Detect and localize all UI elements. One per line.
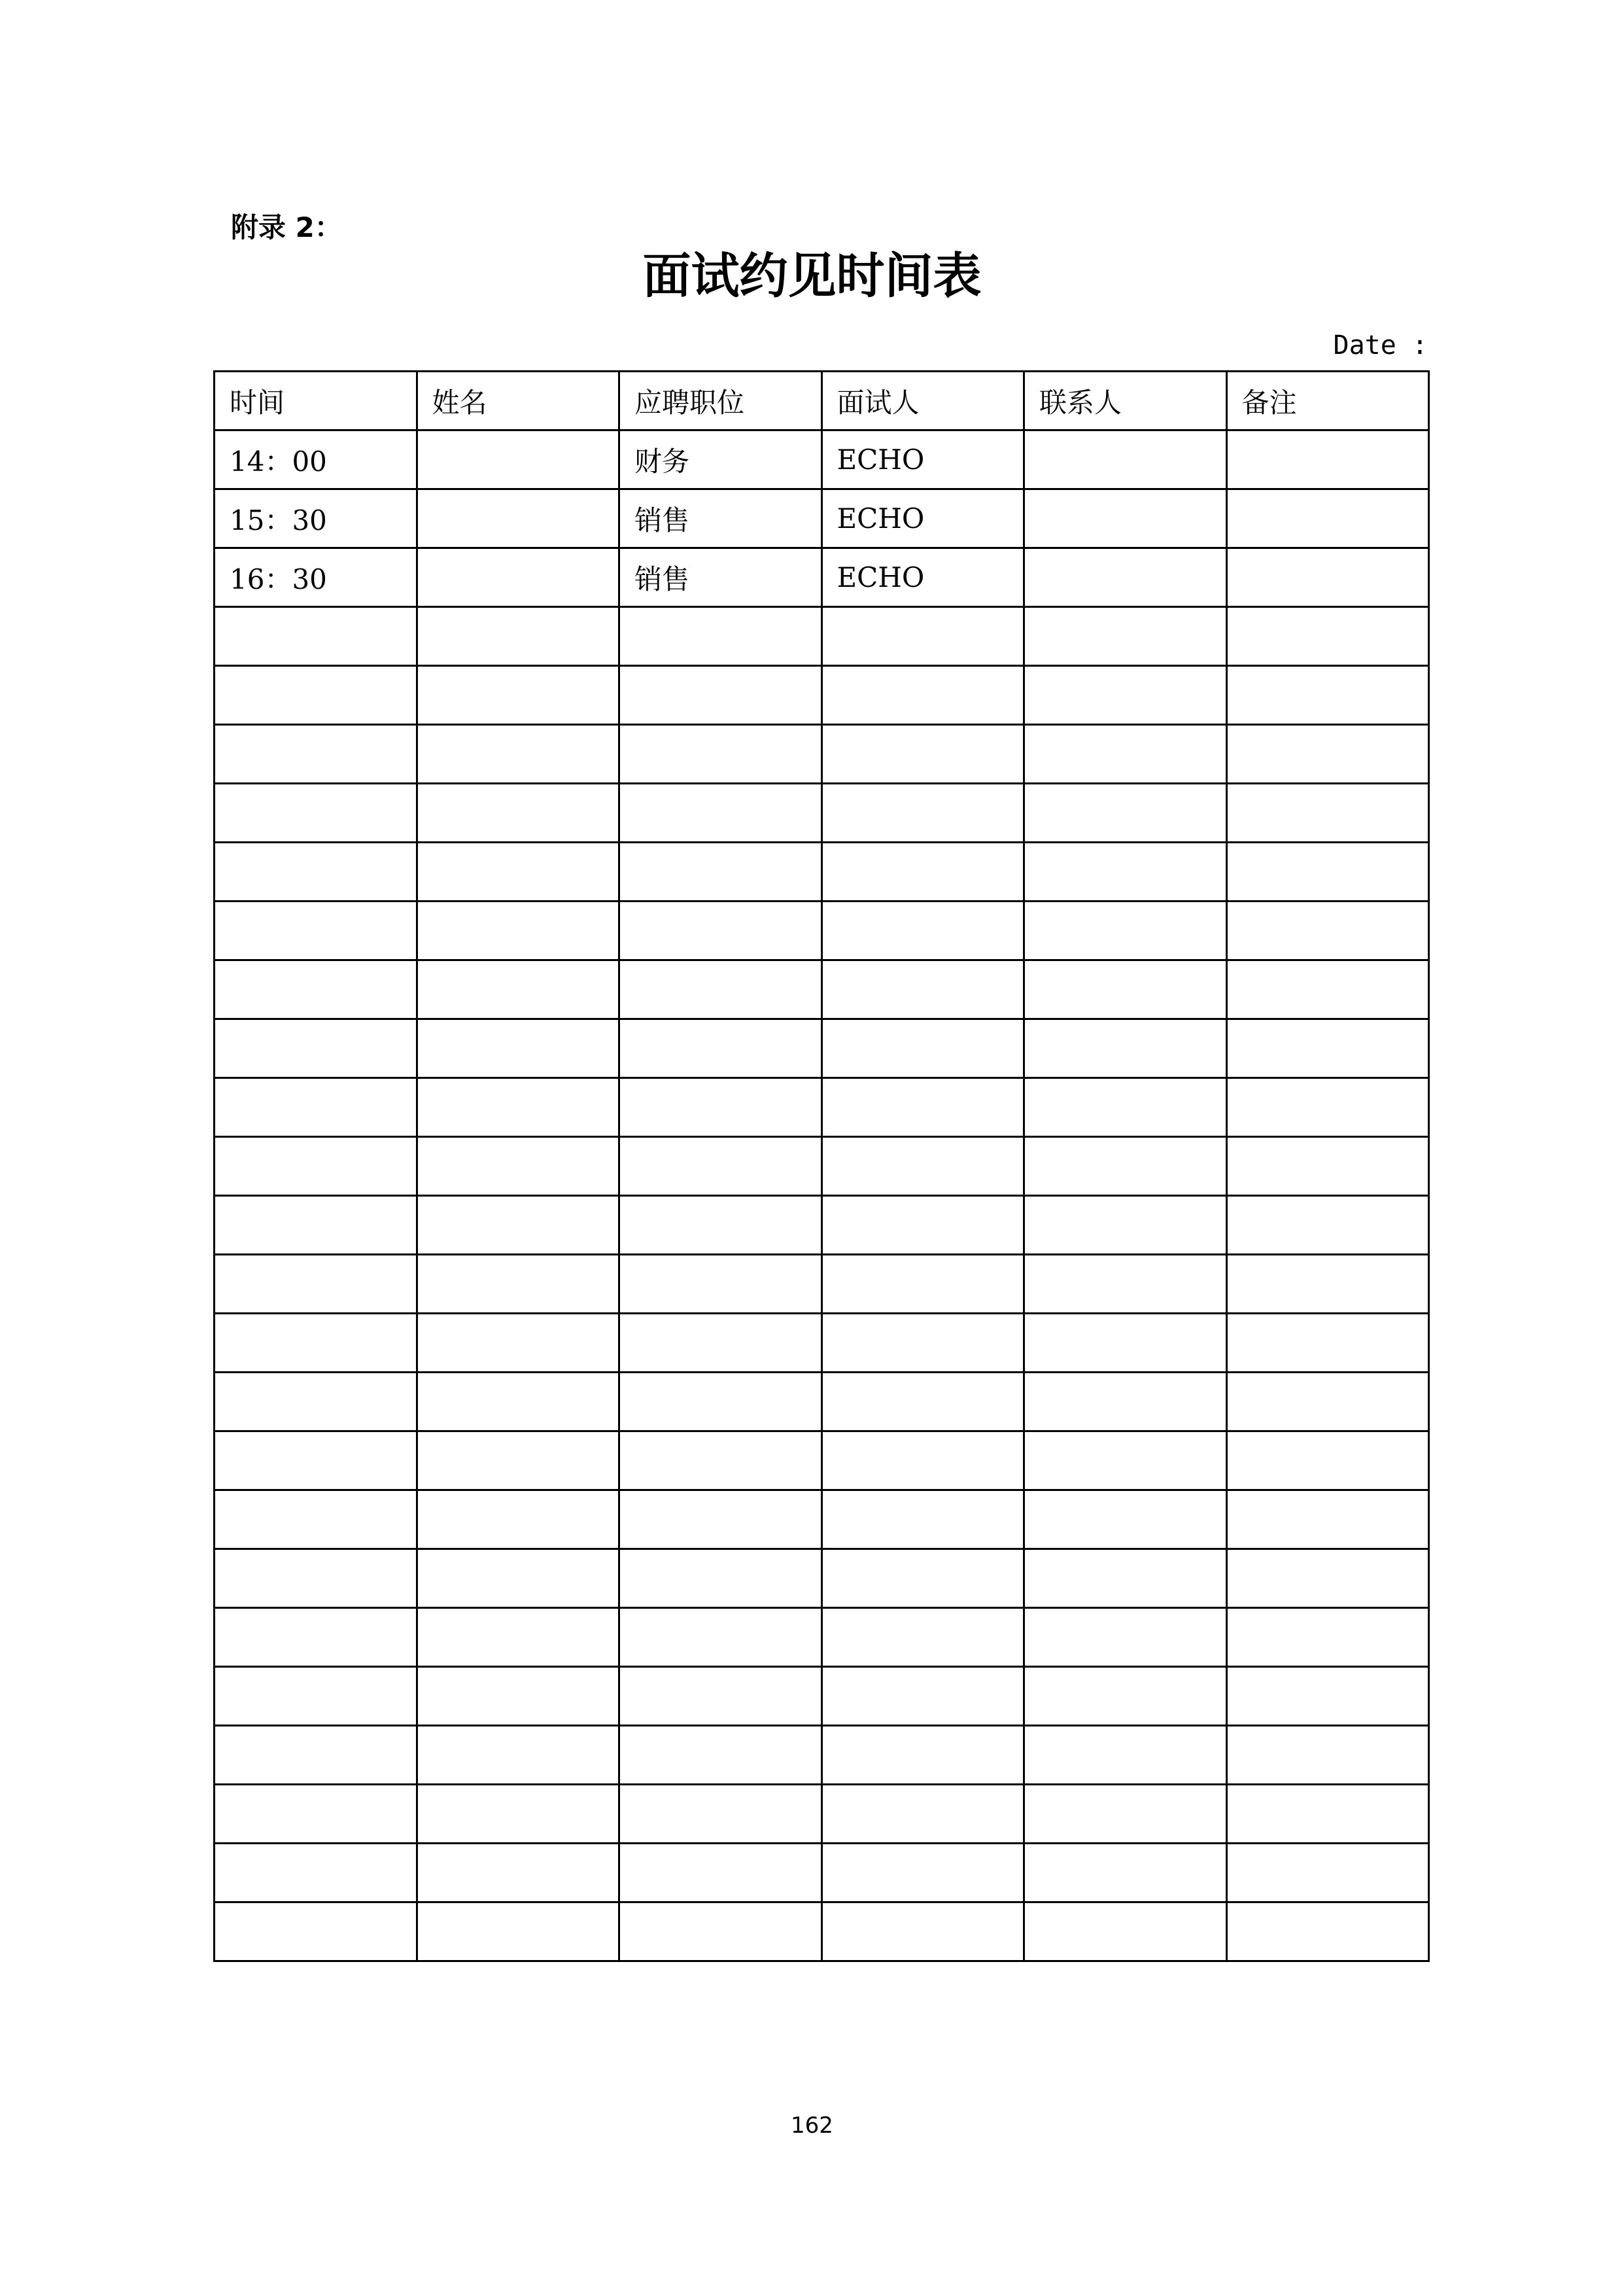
cell-time: [215, 1431, 417, 1490]
cell-name: [417, 1726, 619, 1785]
cell-name: [417, 1019, 619, 1078]
cell-time: [215, 1137, 417, 1196]
cell-interviewer: [821, 1314, 1024, 1373]
cell-interviewer: [821, 1667, 1024, 1726]
cell-contact: [1024, 1196, 1227, 1255]
table-row: [215, 960, 1429, 1019]
cell-time: [215, 1373, 417, 1431]
header-row: [215, 372, 1429, 430]
cell-remarks: [1226, 843, 1429, 902]
date-label: Date :: [1333, 330, 1428, 360]
cell-contact: [1024, 902, 1227, 960]
cell-interviewer: [821, 784, 1024, 843]
cell-interviewer: [821, 843, 1024, 902]
cell-name: [417, 1844, 619, 1902]
cell-contact: [1024, 960, 1227, 1019]
cell-contact: [1024, 784, 1227, 843]
cell-time: 16：30: [215, 548, 417, 607]
cell-contact: [1024, 1490, 1227, 1549]
table-row: [215, 607, 1429, 666]
cell-time: [215, 784, 417, 843]
cell-name: [417, 1373, 619, 1431]
cell-position: [619, 607, 822, 666]
table-row: [215, 902, 1429, 960]
cell-position: [619, 1726, 822, 1785]
cell-name: [417, 1431, 619, 1490]
cell-time: [215, 1255, 417, 1314]
table-row: [215, 1844, 1429, 1902]
cell-time: [215, 1019, 417, 1078]
cell-time: [215, 902, 417, 960]
table-header: [215, 372, 1429, 430]
cell-position: [619, 1373, 822, 1431]
cell-name: [417, 1902, 619, 1961]
cell-time: [215, 1844, 417, 1902]
cell-time: [215, 725, 417, 784]
cell-remarks: [1226, 1902, 1429, 1961]
cell-remarks: [1226, 1431, 1429, 1490]
cell-position: 财务: [619, 430, 822, 489]
cell-remarks: [1226, 960, 1429, 1019]
table-row: [215, 1490, 1429, 1549]
cell-remarks: [1226, 666, 1429, 725]
cell-name: [417, 1608, 619, 1667]
table-row: [215, 1196, 1429, 1255]
cell-interviewer: [821, 1196, 1024, 1255]
cell-remarks: [1226, 1785, 1429, 1844]
cell-remarks: [1226, 607, 1429, 666]
cell-position: [619, 1255, 822, 1314]
table-row: [215, 489, 1429, 548]
cell-time: [215, 1902, 417, 1961]
cell-name: [417, 1667, 619, 1726]
header-time: 时间: [215, 372, 417, 430]
cell-contact: [1024, 1549, 1227, 1608]
cell-contact: [1024, 1785, 1227, 1844]
cell-interviewer: [821, 1608, 1024, 1667]
cell-position: [619, 1785, 822, 1844]
cell-position: [619, 1844, 822, 1902]
cell-time: 15：30: [215, 489, 417, 548]
cell-remarks: [1226, 1726, 1429, 1785]
header-remarks: 备注: [1226, 372, 1429, 430]
cell-name: [417, 725, 619, 784]
cell-contact: [1024, 1902, 1227, 1961]
cell-time: [215, 1078, 417, 1137]
cell-position: [619, 843, 822, 902]
cell-name: [417, 1137, 619, 1196]
cell-time: [215, 1667, 417, 1726]
cell-position: 销售: [619, 548, 822, 607]
cell-interviewer: [821, 1078, 1024, 1137]
cell-contact: [1024, 1608, 1227, 1667]
table-row: [215, 1667, 1429, 1726]
cell-time: [215, 1196, 417, 1255]
cell-interviewer: [821, 1726, 1024, 1785]
cell-remarks: [1226, 1549, 1429, 1608]
cell-interviewer: [821, 960, 1024, 1019]
table-row: [215, 1373, 1429, 1431]
cell-contact: [1024, 1373, 1227, 1431]
header-contact: 联系人: [1024, 372, 1227, 430]
cell-interviewer: [821, 1902, 1024, 1961]
cell-position: [619, 1902, 822, 1961]
cell-time: [215, 1314, 417, 1373]
cell-name: [417, 1196, 619, 1255]
cell-position: [619, 1078, 822, 1137]
cell-contact: [1024, 430, 1227, 489]
cell-interviewer: [821, 1255, 1024, 1314]
table-row: [215, 1019, 1429, 1078]
cell-position: [619, 1314, 822, 1373]
table-row: [215, 1902, 1429, 1961]
cell-contact: [1024, 1314, 1227, 1373]
cell-remarks: [1226, 1608, 1429, 1667]
cell-interviewer: [821, 1431, 1024, 1490]
cell-position: 销售: [619, 489, 822, 548]
header-position: 应聘职位: [619, 372, 822, 430]
cell-position: [619, 1196, 822, 1255]
cell-contact: [1024, 843, 1227, 902]
cell-time: [215, 1608, 417, 1667]
table-row: [215, 1608, 1429, 1667]
cell-time: [215, 1726, 417, 1785]
cell-remarks: [1226, 548, 1429, 607]
cell-contact: [1024, 1019, 1227, 1078]
cell-remarks: [1226, 784, 1429, 843]
cell-remarks: [1226, 1078, 1429, 1137]
cell-name: [417, 430, 619, 489]
table-row: [215, 1726, 1429, 1785]
cell-position: [619, 1490, 822, 1549]
interview-schedule-table: [213, 370, 1430, 1962]
cell-remarks: [1226, 1490, 1429, 1549]
header-interviewer: 面试人: [821, 372, 1024, 430]
cell-interviewer: [821, 725, 1024, 784]
cell-interviewer: [821, 1549, 1024, 1608]
table-row: [215, 1549, 1429, 1608]
cell-name: [417, 843, 619, 902]
cell-time: [215, 843, 417, 902]
table-row: [215, 1078, 1429, 1137]
cell-contact: [1024, 1255, 1227, 1314]
cell-interviewer: [821, 1490, 1024, 1549]
cell-position: [619, 1549, 822, 1608]
cell-position: [619, 902, 822, 960]
cell-position: [619, 1137, 822, 1196]
appendix-label: 附录 2：: [231, 211, 342, 243]
cell-name: [417, 1785, 619, 1844]
cell-interviewer: [821, 1137, 1024, 1196]
cell-interviewer: ECHO: [821, 430, 1024, 489]
table-row: [215, 430, 1429, 489]
cell-name: [417, 1549, 619, 1608]
cell-position: [619, 784, 822, 843]
cell-contact: [1024, 1137, 1227, 1196]
cell-name: [417, 960, 619, 1019]
cell-time: 14：00: [215, 430, 417, 489]
cell-interviewer: [821, 666, 1024, 725]
table-row: [215, 784, 1429, 843]
cell-remarks: [1226, 1844, 1429, 1902]
table-row: [215, 1314, 1429, 1373]
table-row: [215, 1255, 1429, 1314]
cell-remarks: [1226, 902, 1429, 960]
cell-contact: [1024, 1431, 1227, 1490]
cell-contact: [1024, 725, 1227, 784]
table-body: [215, 430, 1429, 1961]
cell-contact: [1024, 548, 1227, 607]
cell-interviewer: [821, 1785, 1024, 1844]
page-title: 面试约见时间表: [642, 248, 982, 304]
cell-name: [417, 784, 619, 843]
cell-time: [215, 666, 417, 725]
cell-name: [417, 902, 619, 960]
cell-position: [619, 960, 822, 1019]
cell-remarks: [1226, 1019, 1429, 1078]
table-row: [215, 548, 1429, 607]
cell-remarks: [1226, 1314, 1429, 1373]
cell-name: [417, 666, 619, 725]
cell-remarks: [1226, 1255, 1429, 1314]
cell-contact: [1024, 1078, 1227, 1137]
cell-name: [417, 548, 619, 607]
table-row: [215, 666, 1429, 725]
cell-time: [215, 960, 417, 1019]
cell-name: [417, 489, 619, 548]
cell-interviewer: [821, 1373, 1024, 1431]
table-row: [215, 843, 1429, 902]
cell-contact: [1024, 666, 1227, 725]
cell-interviewer: [821, 1844, 1024, 1902]
table-row: [215, 1137, 1429, 1196]
cell-remarks: [1226, 1667, 1429, 1726]
cell-interviewer: [821, 607, 1024, 666]
cell-position: [619, 1667, 822, 1726]
cell-time: [215, 1490, 417, 1549]
cell-interviewer: ECHO: [821, 548, 1024, 607]
cell-position: [619, 1431, 822, 1490]
header-name: 姓名: [417, 372, 619, 430]
cell-contact: [1024, 1667, 1227, 1726]
cell-interviewer: [821, 902, 1024, 960]
cell-name: [417, 607, 619, 666]
cell-contact: [1024, 1726, 1227, 1785]
cell-interviewer: [821, 1019, 1024, 1078]
cell-name: [417, 1314, 619, 1373]
cell-remarks: [1226, 1373, 1429, 1431]
cell-name: [417, 1490, 619, 1549]
cell-name: [417, 1255, 619, 1314]
cell-remarks: [1226, 725, 1429, 784]
cell-contact: [1024, 607, 1227, 666]
page-number: 162: [791, 2112, 833, 2139]
cell-position: [619, 725, 822, 784]
cell-contact: [1024, 1844, 1227, 1902]
cell-remarks: [1226, 1196, 1429, 1255]
cell-position: [619, 666, 822, 725]
cell-remarks: [1226, 430, 1429, 489]
cell-time: [215, 1785, 417, 1844]
cell-remarks: [1226, 1137, 1429, 1196]
cell-contact: [1024, 489, 1227, 548]
cell-position: [619, 1608, 822, 1667]
table-row: [215, 1785, 1429, 1844]
cell-time: [215, 607, 417, 666]
cell-position: [619, 1019, 822, 1078]
cell-remarks: [1226, 489, 1429, 548]
table-row: [215, 1431, 1429, 1490]
cell-time: [215, 1549, 417, 1608]
table-row: [215, 725, 1429, 784]
cell-interviewer: ECHO: [821, 489, 1024, 548]
cell-name: [417, 1078, 619, 1137]
